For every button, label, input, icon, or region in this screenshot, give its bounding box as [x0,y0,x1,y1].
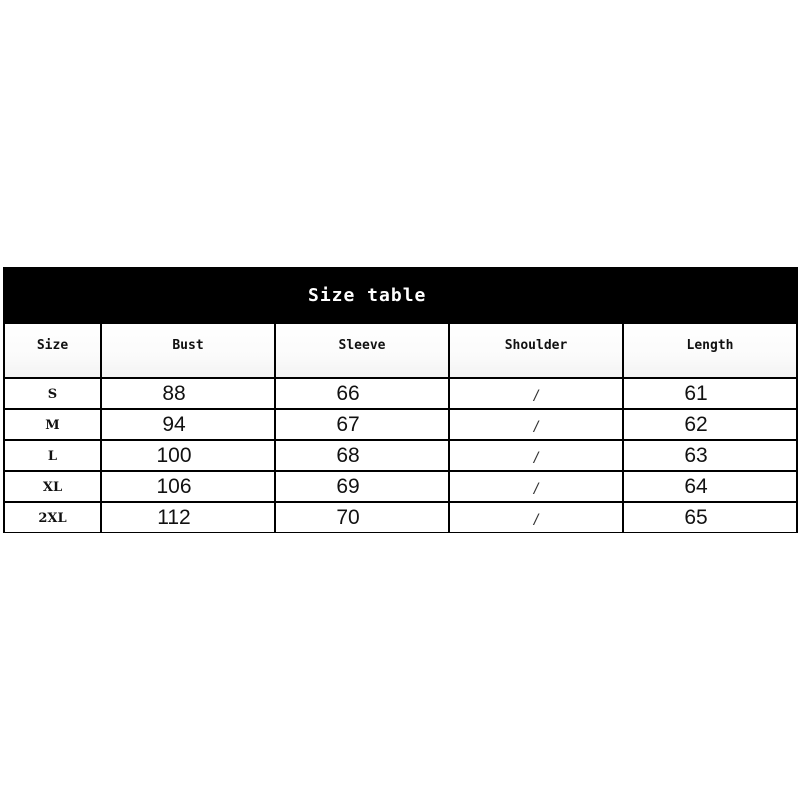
header-cell-bust [102,324,274,377]
bust-value: 106 [156,474,192,498]
table-row [5,410,796,439]
length-value: 64 [684,474,708,498]
length-cell [624,410,796,439]
size-cell [5,379,100,408]
bust-cell [102,472,274,501]
header-label-size: Size [36,337,69,353]
sleeve-value: 66 [336,381,360,405]
sleeve-cell [276,472,448,501]
size-value: L [47,448,58,464]
sleeve-cell [276,379,448,408]
length-value: 63 [684,443,708,467]
header-cell-size [5,324,100,377]
sleeve-value: 70 [336,505,360,529]
shoulder-cell [450,379,622,408]
table-row [5,441,796,470]
length-cell [624,379,796,408]
header-cell-sleeve [276,324,448,377]
size-table [3,267,798,533]
header-cell-shoulder [450,324,622,377]
length-value: 61 [684,381,708,405]
size-value: XL [42,479,63,495]
size-value: 2XL [38,510,67,526]
shoulder-cell [450,503,622,532]
shoulder-cell [450,410,622,439]
header-cell-length [624,324,796,377]
bust-value: 88 [162,381,186,405]
header-label-bust: Bust [172,337,204,353]
shoulder-value: / [533,480,539,498]
sleeve-value: 69 [336,474,360,498]
shoulder-cell [450,472,622,501]
header-row [5,324,796,377]
table-title: Size table [308,285,427,306]
shoulder-value: / [533,418,539,436]
size-grid [3,322,798,534]
sleeve-value: 68 [336,443,360,467]
size-value: M [45,417,60,433]
sleeve-value: 67 [336,412,360,436]
size-cell [5,503,100,532]
size-cell [5,472,100,501]
table-row [5,472,796,501]
bust-value: 100 [156,443,192,467]
size-value: S [47,386,58,402]
sleeve-cell [276,503,448,532]
size-cell [5,441,100,470]
bust-value: 112 [157,505,191,529]
length-value: 62 [684,412,708,436]
shoulder-value: / [533,387,539,405]
shoulder-value: / [533,511,539,529]
length-value: 65 [684,505,708,529]
bust-cell [102,503,274,532]
bust-cell [102,410,274,439]
length-cell [624,503,796,532]
header-label-shoulder: Shoulder [504,337,568,353]
title-bar [3,267,798,322]
shoulder-cell [450,441,622,470]
sleeve-cell [276,410,448,439]
header-label-sleeve: Sleeve [338,337,386,353]
size-cell [5,410,100,439]
table-row [5,379,796,408]
bust-cell [102,441,274,470]
bust-value: 94 [162,412,186,436]
sleeve-cell [276,441,448,470]
shoulder-value: / [533,449,539,467]
length-cell [624,441,796,470]
header-label-length: Length [686,337,734,353]
bust-cell [102,379,274,408]
length-cell [624,472,796,501]
table-row [5,503,796,532]
